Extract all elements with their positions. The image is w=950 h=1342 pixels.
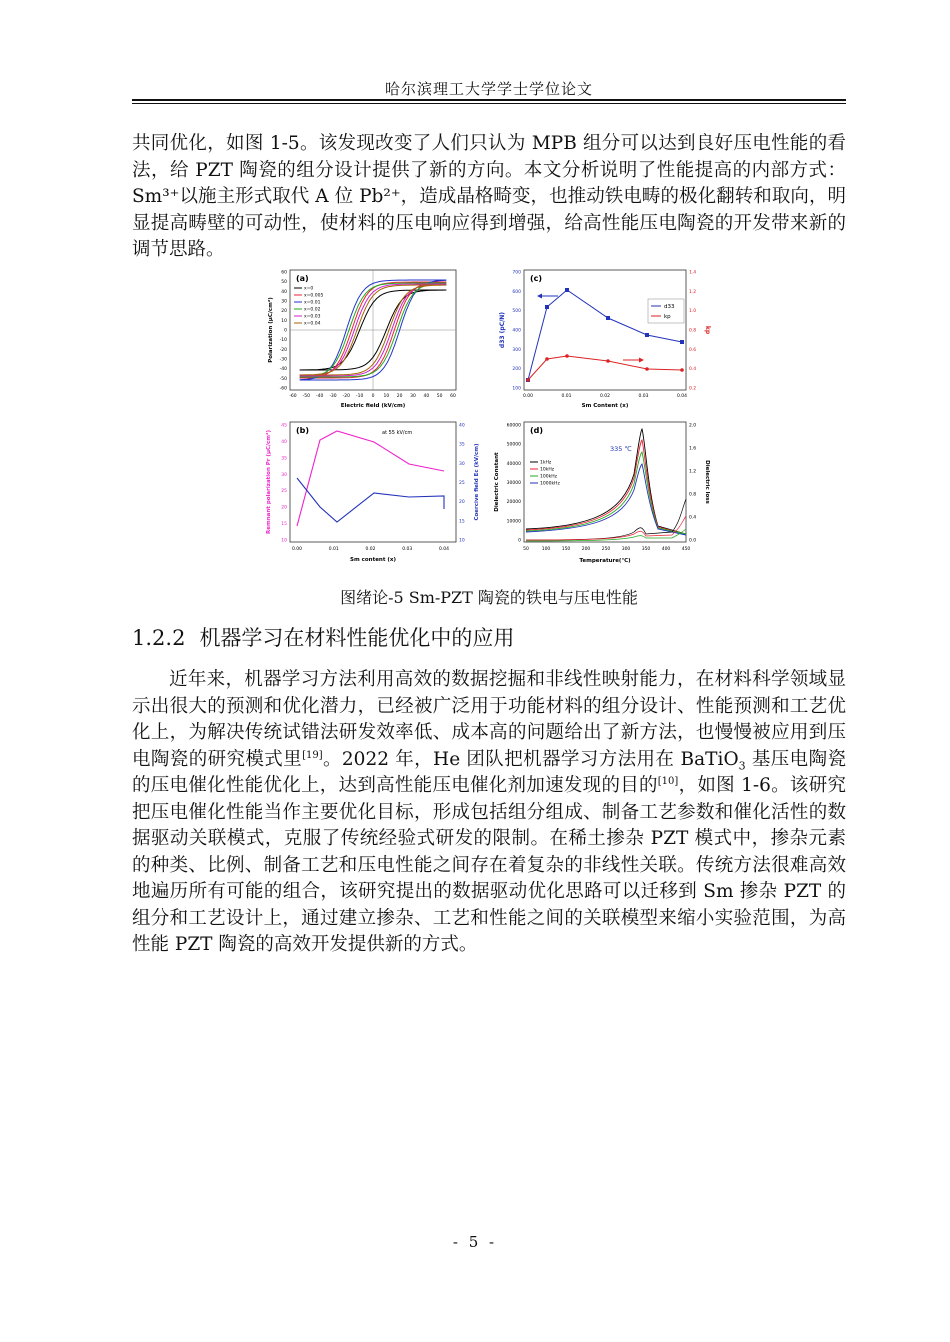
panel-d-tag: (d) [530, 426, 544, 435]
panel-a [267, 270, 456, 410]
legend-a-5: x=0.04 [304, 321, 321, 327]
tick-label: 0.04 [676, 394, 688, 399]
tick-label: 150 [561, 547, 571, 552]
tick-label: 0.02 [599, 394, 611, 399]
ec-series [297, 478, 444, 522]
panel-d [494, 422, 710, 564]
legend-d-0: 1kHz [540, 460, 552, 466]
tick-label: -40 [279, 367, 287, 373]
tick-label: 1.0 [689, 309, 697, 315]
legend-a-2: x=0.01 [304, 300, 321, 306]
tick-label: 20 [396, 394, 403, 399]
tick-label: 400 [512, 328, 521, 334]
tick-label: 50 [436, 394, 443, 399]
tick-label: 0.00 [291, 547, 303, 552]
tick-label: 30 [281, 472, 287, 478]
tick-label: 30 [459, 461, 465, 467]
tick-label: 1.2 [689, 289, 697, 295]
tick-label: -50 [279, 376, 287, 382]
tick-label: 0.01 [561, 394, 572, 399]
tick-label: 40 [281, 289, 287, 295]
tick-label: 0.6 [689, 347, 697, 353]
tick-label: -40 [315, 394, 324, 399]
legend-c-1: kp [664, 314, 671, 320]
tick-label: 40 [281, 439, 287, 445]
tick-label: 400 [661, 547, 671, 552]
panel-d-peak-label: 335 ℃ [610, 445, 632, 453]
tick-label: 20000 [506, 500, 521, 506]
panel-c-xlabel: Sm Content (x) [581, 403, 629, 409]
panel-c-legend [648, 299, 684, 323]
figure-caption: 图绪论-5 Sm-PZT 陶瓷的铁电与压电性能 [340, 588, 638, 607]
panel-a-ylabel: Polarization (μC/cm²) [268, 297, 274, 363]
header-rule-thick [132, 99, 846, 101]
tick-label: 15 [459, 519, 465, 525]
header-rule-thin [132, 103, 846, 104]
paragraph-1: 共同优化，如图 1-5。该发现改变了人们只认为 MPB 组分可以达到良好压电性能的看法，给 PZT 陶瓷的组分设计提供了新的方向。本文分析说明了性能提高的内部方式：Sm³⁺以施主形式取代 A 位 Pb²⁺，造成晶格畸变，也推动铁电畴的极化翻转和取向，明显提高畴壁的可动性，使材料的压电响应得到增强，给高性能压电陶瓷的开发带来新的调节思路。 [132, 133, 846, 260]
panel-b-note: at 55 kV/cm [382, 430, 413, 436]
tick-label: 700 [512, 270, 521, 276]
tick-label: 0.03 [402, 547, 413, 552]
tick-label: 1.4 [689, 270, 697, 276]
tick-label: 100 [512, 386, 521, 392]
legend-a-3: x=0.02 [304, 307, 321, 313]
tick-label: 10 [281, 318, 287, 324]
panel-d-legend [530, 460, 560, 487]
tick-label: 10000 [506, 519, 521, 525]
p2-part-c: 基压电陶瓷的压电催化性能优化上，达到高性能压电催化剂加速发现的目的 [132, 748, 846, 796]
tick-label: 10 [459, 538, 465, 544]
pr-series [297, 431, 444, 526]
panel-c-ylabel-right: kp [704, 325, 711, 335]
panel-c-ylabel-left: d33 (pC/N) [499, 311, 506, 349]
tick-label: 35 [459, 442, 465, 448]
tick-label: 0.4 [689, 515, 697, 521]
tick-label: 30 [410, 394, 416, 399]
panel-c-frame [524, 270, 686, 390]
tick-label: 2.0 [689, 423, 697, 429]
tick-label: -30 [329, 394, 337, 399]
panel-a-tag: (a) [296, 274, 309, 283]
tick-label: 1.2 [689, 469, 697, 475]
tick-label: 20 [281, 505, 287, 511]
tick-label: 200 [581, 547, 591, 552]
figure-5 [262, 264, 711, 578]
tick-label: 50 [281, 280, 287, 286]
tick-label: -10 [355, 394, 364, 399]
tick-label: 450 [681, 547, 691, 552]
panel-b-tag: (b) [296, 426, 310, 435]
tick-label: 40000 [506, 461, 521, 467]
legend-d-2: 100kHz [540, 474, 557, 480]
legend-d-1: 10kHz [540, 467, 555, 473]
tick-label: 50000 [506, 442, 521, 448]
tick-label: 25 [459, 481, 465, 486]
tick-label: 0 [371, 394, 375, 399]
subscript-3: 3 [738, 759, 746, 773]
tick-label: 600 [512, 289, 521, 295]
tick-label: 0.8 [689, 492, 697, 498]
panel-a-xlabel: Electric field (kV/cm) [340, 403, 406, 409]
panel-c [499, 270, 711, 410]
p2-part-d: ，如图 1-6。该研究把压电催化性能当作主要优化目标，形成包括组分组成、制备工艺参数和催化活性的数据驱动关联模式，克服了传统经验式研发的限制。在稀土掺杂 PZT 模式中，掺杂元素的种类、比例、制备工艺和压电性能之间存在着复杂的非线性关联。传统方法很难高效地遍历所有可能的组合，该研究提出的数据驱动优化思路可以迁移到 Sm 掺杂 PZT 的组分和工艺设计上，通过建立掺杂、工艺和性能之间的关联模型来缩小实验范围，为高性能 PZT 陶瓷的高效开发提供新的方式。 [132, 775, 846, 955]
tick-label: 35 [281, 456, 287, 462]
panel-b-frame [290, 422, 456, 542]
tick-label: 15 [281, 522, 287, 528]
tick-label: 0 [518, 538, 521, 544]
tick-label: -60 [279, 386, 287, 392]
tick-label: 20 [281, 309, 287, 315]
citation-10: [10] [657, 775, 679, 787]
tick-label: 50 [523, 547, 529, 552]
panel-a-legend [294, 286, 323, 327]
tick-label: 350 [641, 547, 651, 552]
tick-label: 30 [281, 299, 287, 305]
tick-label: -20 [279, 347, 287, 353]
tick-label: 100 [541, 547, 551, 552]
tick-label: 0.0 [689, 538, 697, 544]
running-header: 哈尔滨理工大学学士学位论文 [384, 80, 593, 98]
tick-label: 0.00 [522, 394, 534, 399]
tick-label: 0.03 [638, 394, 649, 399]
tick-label: 0.4 [689, 367, 697, 373]
tick-label: 300 [621, 547, 631, 552]
panel-b [265, 422, 480, 563]
p2-part-a: 近年来，机器学习方法利用高效的数据挖掘和非线性映射能力，在材料科学领域显示出很大的预测和优化潜力，已经被广泛用于功能材料的组分设计、性能预测和工艺优化上，为解决传统试错法研发效率低、成本高的问题给出了新方法，也慢慢被应用到压电陶瓷的研究模式里 [132, 669, 846, 770]
p2-part-b: 。2022 年，He 团队把机器学习方法用在 BaTiO [322, 748, 739, 770]
tick-label: 0.02 [365, 547, 376, 552]
tick-label: 25 [281, 489, 287, 495]
tick-label: 0.04 [438, 547, 450, 552]
panel-b-xlabel: Sm content (x) [350, 557, 396, 563]
panel-d-ylabel-left: Dielectric Constant [494, 452, 500, 512]
panel-b-ylabel-left: Remnant polarization Pr (μC/cm²) [266, 430, 272, 534]
tick-label: 300 [512, 347, 521, 353]
section-title: 机器学习在材料性能优化中的应用 [199, 626, 515, 650]
panel-d-ylabel-right: Dielectric loss [704, 460, 710, 504]
legend-c-0: d33 [664, 304, 675, 310]
tick-label: 30000 [506, 481, 521, 486]
tick-label: 500 [512, 309, 521, 315]
panel-d-xlabel: Temperature(℃) [579, 558, 631, 564]
tick-label: 0 [284, 328, 287, 334]
tick-label: 60 [450, 394, 456, 399]
tick-label: 200 [512, 367, 521, 373]
tick-label: -60 [289, 394, 297, 399]
tick-label: 250 [601, 547, 611, 552]
page-number: - 5 - [452, 1233, 498, 1251]
legend-a-0: x=0 [304, 286, 314, 292]
tick-label: 20 [459, 500, 465, 506]
tick-label: 10 [383, 394, 390, 399]
tick-label: -10 [279, 338, 287, 344]
section-heading [132, 622, 514, 652]
tick-label: 45 [281, 423, 287, 429]
tick-label: 10 [281, 538, 287, 544]
dielectric-loss-curves [526, 499, 686, 541]
tick-label: -30 [279, 357, 287, 363]
legend-a-1: x=0.005 [304, 293, 324, 299]
section-number: 1.2.2 [132, 626, 186, 650]
tick-label: -20 [342, 394, 351, 399]
paragraph-2 [132, 667, 846, 959]
tick-label: 40 [459, 423, 465, 429]
tick-label: 60000 [506, 423, 521, 429]
tick-label: 1.6 [689, 446, 697, 452]
legend-d-3: 1000kHz [540, 481, 560, 487]
tick-label: -50 [302, 394, 311, 399]
tick-label: 0.8 [689, 328, 697, 334]
tick-label: 0.2 [689, 386, 697, 392]
legend-a-4: x=0.03 [304, 314, 321, 320]
citation-19: [19] [302, 749, 323, 761]
tick-label: 0.01 [328, 547, 339, 552]
tick-label: 40 [423, 394, 430, 399]
kp-series [528, 356, 682, 380]
panel-c-tag: (c) [530, 274, 543, 283]
panel-b-ylabel-right: Coercive field Ec (kV/cm) [474, 443, 480, 521]
tick-label: 60 [281, 270, 287, 276]
